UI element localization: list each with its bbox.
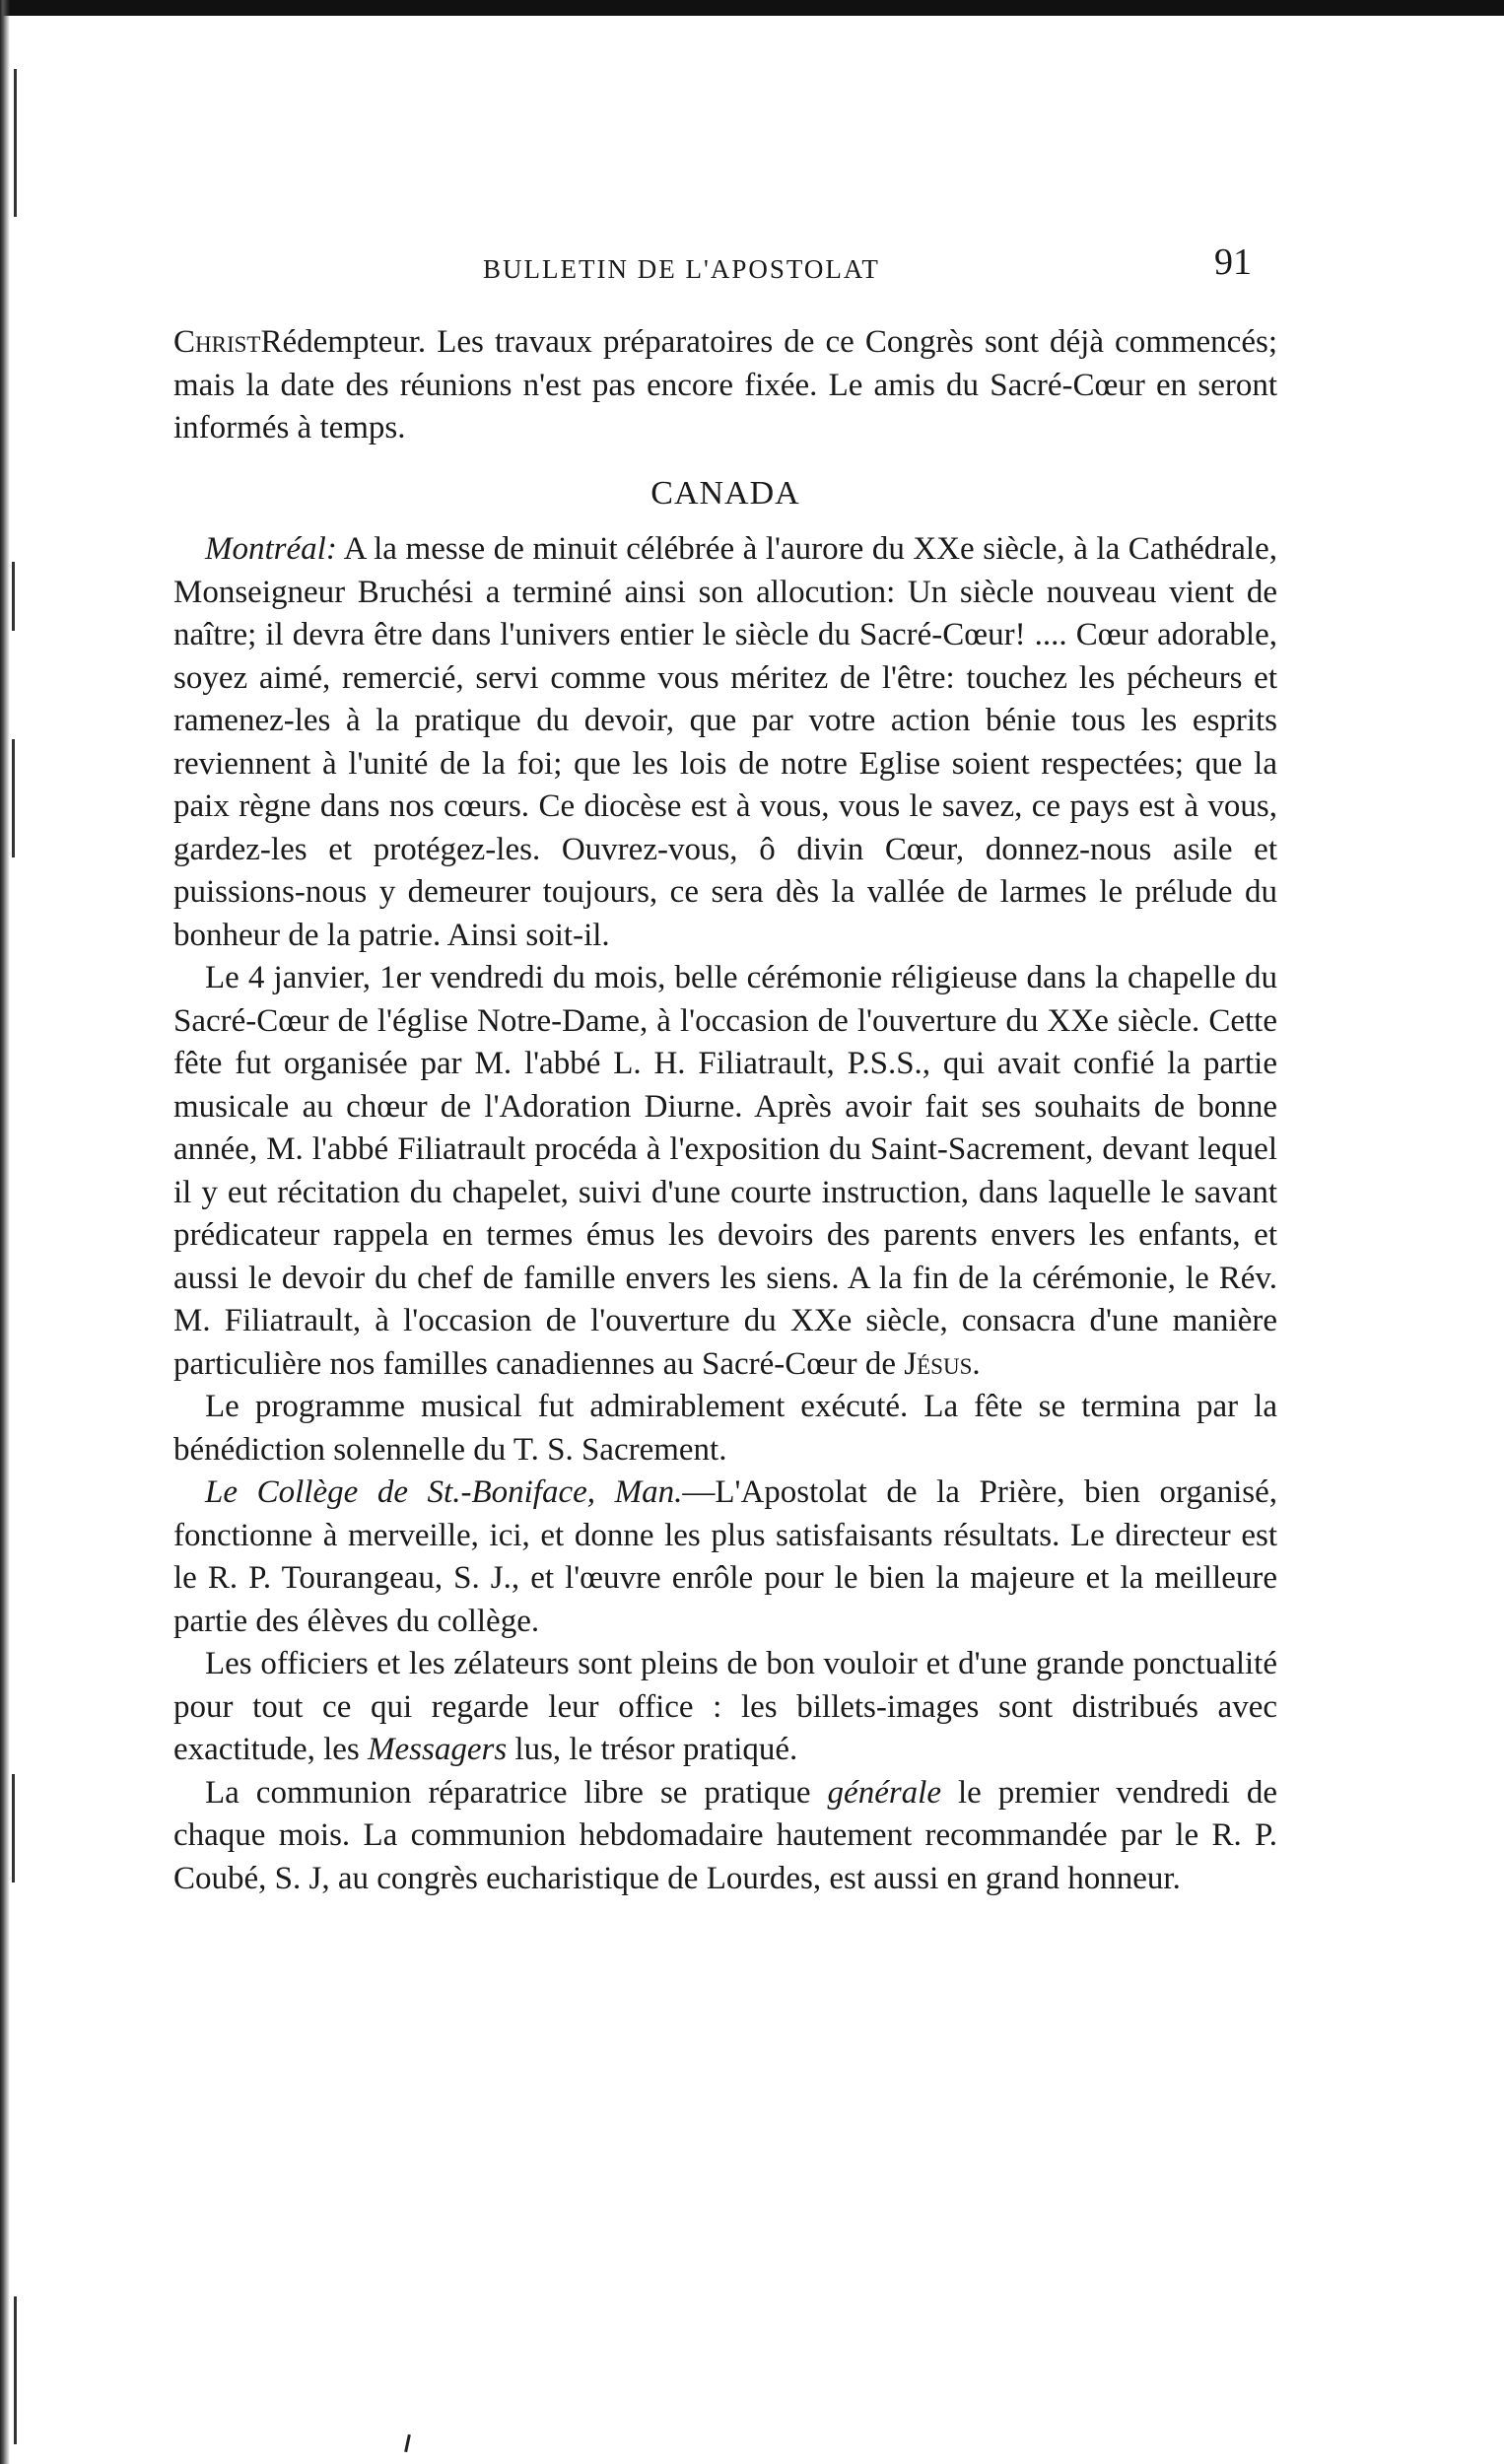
paragraph-text: Rédempteur. Les travaux préparatoires de ce Congrès sont déjà commencés; mais la date des réunions n'est pas encore fixée. Le amis du Sacré-Cœur en seront informés à temps. bbox=[173, 324, 1277, 445]
italic-word: Messagers bbox=[368, 1732, 508, 1767]
paragraph-january bbox=[173, 957, 1277, 1386]
paragraph-programme bbox=[173, 1386, 1277, 1472]
paragraph-text: A la messe de minuit célébrée à l'aurore du XXe siècle, à la Cathédrale, Monseigneur Bruchési a terminé ainsi son allocution: Un siècle nouveau vient de naître; il devra être dans l'univers entier le siècle du Sacré-Cœur! .... Cœur adorable, soyez aimé, remercié, servi comme vous méritez de l'être: touchez les pécheurs et ramenez-les à la pratique du devoir, que par votre action bénie tous les esprits reviennent à l'unité de la foi; que les lois de notre Eglise soient respectées; que la paix règne dans nos cœurs. Ce diocèse est à vous, vous le savez, ce pays est à vous, gardez-les et protégez-les. Ouvrez-vous, ô divin Cœur, donnez-nous asile et puissions-nous y demeurer toujours, ce sera dès la vallée de larmes le prélude du bonheur de la patrie. Ainsi soit-il. bbox=[173, 531, 1277, 953]
scan-speck bbox=[404, 2434, 411, 2452]
paragraph-montreal bbox=[173, 528, 1277, 957]
paragraph-text: Le 4 janvier, 1er vendredi du mois, belle cérémonie réligieuse dans la chapelle du Sacré-Cœur de l'église Notre-Dame, à l'occasion de l'ouverture du XXe siècle. Cette fête fut organisée par M. l'abbé L. H. Filiatrault, P.S.S., qui avait confié la partie musicale au chœur de l'Adoration Diurne. Après avoir fait ses souhaits de bonne année, M. l'abbé Filiatrault procéda à l'exposition du Saint-Sacrement, devant lequel il y eut récitation du chapelet, suivi d'une courte instruction, dans laquelle le savant prédicateur rappela en termes émus les devoirs des parents envers les enfants, et aussi le devoir du chef de famille envers les siens. A la fin de la cérémonie, le Rév. M. Filiatrault, à l'occasion de l'ouverture du XXe siècle, consacra d'une manière particulière nos familles canadiennes au Sacré-Cœur de bbox=[173, 960, 1277, 1382]
scan-left-border bbox=[0, 0, 10, 2464]
page-body bbox=[173, 321, 1277, 1900]
scan-margin-mark bbox=[12, 562, 15, 631]
paragraph-communion bbox=[173, 1772, 1277, 1901]
section-heading: CANADA bbox=[650, 474, 800, 512]
paragraph-lead: Le Collège de St.-Boniface, Man. bbox=[205, 1474, 683, 1510]
running-title: BULLETIN DE L'APOSTOLAT bbox=[483, 254, 880, 284]
small-caps-word: Christ bbox=[173, 324, 261, 360]
paragraph-text: Le programme musical fut admirablement exécuté. La fête se termina par la bénédiction solennelle du T. S. Sacrement. bbox=[173, 1389, 1277, 1468]
scan-top-border bbox=[0, 0, 1504, 16]
scan-margin-mark bbox=[14, 2296, 17, 2444]
scan-margin-mark bbox=[12, 739, 15, 857]
small-caps-word: Jésus. bbox=[904, 1345, 981, 1382]
paragraph-text: lus, le trésor pratiqué. bbox=[514, 1732, 798, 1767]
paragraph-continuation bbox=[173, 321, 1277, 450]
italic-word: générale bbox=[827, 1774, 941, 1811]
paragraph-text: La communion réparatrice libre se pratique bbox=[205, 1774, 811, 1811]
paragraph-officiers bbox=[173, 1643, 1277, 1772]
page-number: 91 bbox=[1214, 241, 1252, 283]
paragraph-text: —L'Apostolat de la Prière, bien organisé, fonctionne à merveille, ici, et donne les plus satisfaisants résultats. Le directeur est le R. P. Tourangeau, S. J., et l'œuvre enrôle pour le bien la majeure et la meilleure partie des élèves du collège. bbox=[173, 1474, 1277, 1639]
scan-margin-mark bbox=[14, 69, 17, 217]
paragraph-college bbox=[173, 1472, 1277, 1643]
scan-margin-mark bbox=[12, 1774, 15, 1882]
paragraph-lead: Montréal: bbox=[205, 531, 337, 567]
paragraph-text: le premier vendredi de chaque mois. La communion hebdomadaire hautement recommandée par le R. P. Coubé, S. J, au congrès eucharistique de Lourdes, est aussi en grand honneur. bbox=[173, 1774, 1277, 1896]
paragraph-text: Les officiers et les zélateurs sont pleins de bon vouloir et d'une grande ponctualité pour tout ce qui regarde leur office : les billets-images sont distribués avec exactitude, les bbox=[173, 1646, 1277, 1767]
